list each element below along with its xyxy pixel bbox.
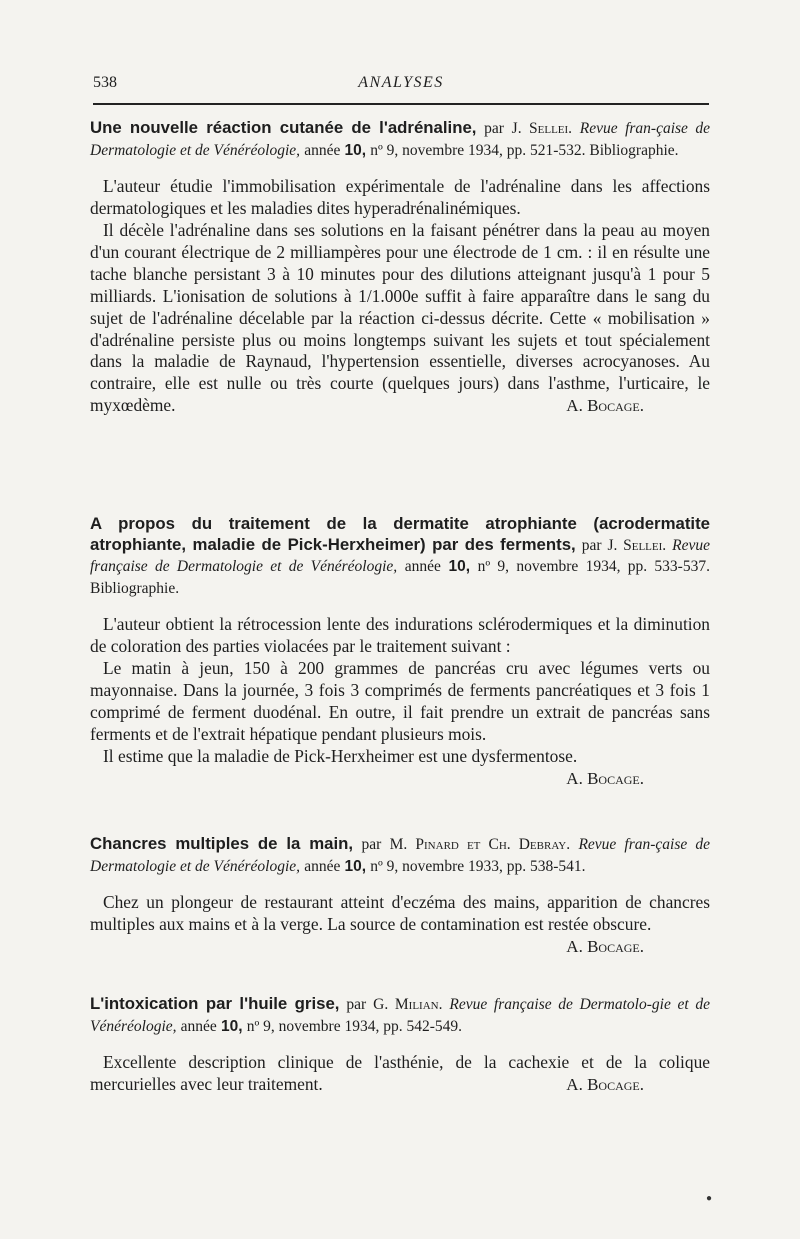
article-paragraph: L'auteur obtient la rétrocession lente des indurations sclérodermiques et la diminution de coloration des parties violacées par le traitement suivant : bbox=[90, 614, 710, 657]
article-signature: A. Bocage. bbox=[566, 768, 644, 788]
article-title: A propos du traitement de la dermatite atrophiante (acrodermatite atrophiante, maladie de Pick-Herxheimer) par des ferments, bbox=[90, 514, 710, 554]
article-volume: 10, bbox=[344, 857, 367, 875]
article-1 bbox=[90, 118, 710, 417]
article-4 bbox=[90, 994, 710, 1096]
article-paragraph bbox=[90, 1052, 710, 1096]
header-rule bbox=[93, 103, 709, 105]
article-year-label: année bbox=[304, 857, 341, 875]
article-reference: nº 9, novembre 1934, pp. 542-549. bbox=[246, 1017, 463, 1035]
article-authors: M. Pinard et Ch. Debray. bbox=[389, 836, 571, 853]
article-paragraph: Le matin à jeun, 150 à 200 grammes de pancréas cru avec légumes verts ou mayonnaise. Dans la journée, 3 fois 3 comprimés de ferments pancréatiques et 3 fois 1 comprimé de ferment duodénal. En outre, il fait prendre un extrait de pancréas sans ferments et de l'extrait hépatique pendant plusieurs mois. bbox=[90, 658, 710, 744]
article-signature-line bbox=[90, 768, 710, 790]
article-3 bbox=[90, 834, 710, 958]
article-title: Chancres multiples de la main, bbox=[90, 834, 354, 853]
article-journal: Revue fran-çaise de Dermatologie et de Vénéréologie, bbox=[90, 120, 710, 159]
article-paragraph-text: Chez un plongeur de restaurant atteint d'eczéma des mains, apparition de chancres multiples aux mains et à la verge. La source de contamination est restée obscure. bbox=[90, 892, 710, 935]
article-by: par bbox=[346, 996, 367, 1013]
article-paragraph bbox=[90, 892, 710, 956]
article-heading bbox=[90, 118, 710, 161]
article-volume: 10, bbox=[448, 558, 471, 576]
article-heading bbox=[90, 834, 710, 877]
article-signature-line bbox=[90, 395, 710, 417]
article-journal: Revue fran-çaise de Dermatologie et de Vénéréologie, bbox=[90, 836, 710, 875]
article-year-label: année bbox=[304, 141, 341, 159]
article-reference: nº 9, novembre 1934, pp. 533-537. Bibliographie. bbox=[90, 558, 710, 597]
article-volume: 10, bbox=[220, 1017, 243, 1035]
article-heading bbox=[90, 514, 710, 599]
article-paragraph-text: Excellente description clinique de l'asthénie, de la cachexie et de la colique mercurielles avec leur traitement. bbox=[90, 1052, 710, 1095]
article-title: L'intoxication par l'huile grise, bbox=[90, 994, 340, 1013]
page-number: 538 bbox=[93, 74, 117, 91]
article-paragraph: Il décèle l'adrénaline dans ses solutions en la faisant pénétrer dans la peau au moyen d'un courant électrique de 2 milliampères pour une électrode de 1 cm. : il en résulte une tache blanche persistant 3 à 10 minutes pour des dilutions atteignant jusqu'à 1 pour 5 milliards. L'ionisation de solutions à 1/1.000e suffit à faire apparaître dans le sang du sujet de l'adrénaline décelable par la réaction ci-dessus décrite. Cette « mobilisation » d'adrénaline persiste plus ou moins longtemps suivant les sujets et tout spécialement dans la maladie de Raynaud, l'hypertension essentielle, diverses acrocyanoses. Au contraire, elle est nulle ou très courte (quelques jours) dans l'asthme, l'urticaire, le myxœdème. bbox=[90, 220, 710, 416]
article-journal: Revue française de Dermatolo-gie et de Vénéréologie, bbox=[90, 996, 710, 1035]
article-2 bbox=[90, 514, 710, 790]
article-signature: A. Bocage. bbox=[566, 937, 644, 956]
article-paragraph: Il estime que la maladie de Pick-Herxheimer est une dysfermentose. bbox=[103, 745, 578, 766]
article-authors: J. Sellei. bbox=[607, 536, 667, 554]
article-by: par bbox=[361, 836, 382, 853]
article-by: par bbox=[581, 536, 602, 554]
article-authors: G. Milian. bbox=[373, 996, 443, 1013]
article-reference: nº 9, novembre 1934, pp. 521-532. Bibliographie. bbox=[370, 141, 679, 159]
article-year-label: année bbox=[180, 1017, 217, 1035]
article-title: Une nouvelle réaction cutanée de l'adrénaline, bbox=[90, 118, 477, 137]
article-paragraph: L'auteur étudie l'immobilisation expérimentale de l'adrénaline dans les affections dermatologiques et les maladies dites hyperadrénalinémiques. bbox=[90, 176, 710, 219]
article-reference: nº 9, novembre 1933, pp. 538-541. bbox=[370, 857, 586, 875]
article-signature: A. Bocage. bbox=[566, 1075, 644, 1095]
article-authors: J. Sellei. bbox=[511, 120, 573, 137]
article-by: par bbox=[484, 120, 504, 137]
running-title: ANALYSES bbox=[358, 74, 444, 91]
running-head bbox=[93, 74, 709, 96]
article-signature: A. Bocage. bbox=[566, 396, 644, 416]
article-year-label: année bbox=[404, 558, 441, 576]
print-speck: ● bbox=[706, 1193, 713, 1204]
article-heading bbox=[90, 994, 710, 1037]
article-journal: Revue française de Dermatologie et de Vénéréologie, bbox=[90, 536, 710, 576]
article-volume: 10, bbox=[344, 141, 367, 159]
